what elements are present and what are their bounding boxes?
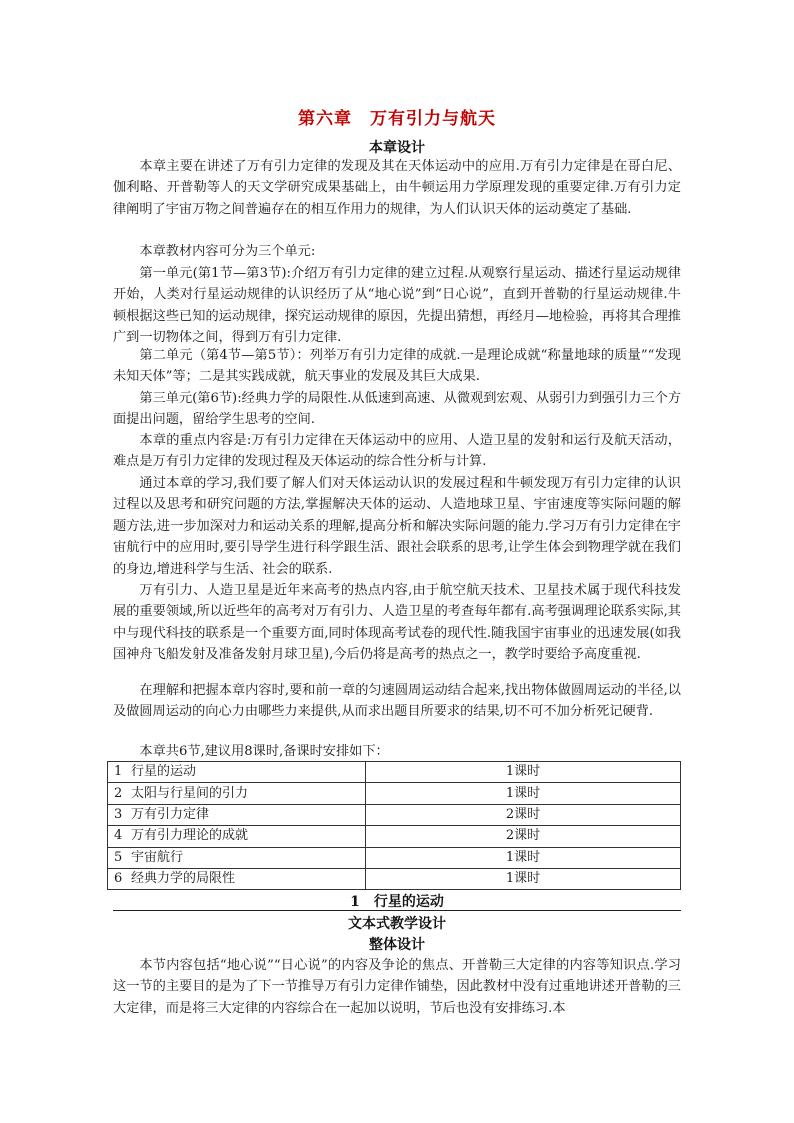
table-row xyxy=(108,804,681,825)
lesson-hours: 1课时 xyxy=(366,868,681,889)
lesson-cell xyxy=(108,783,366,804)
unit-two-paragraph: 第二单元（第4节—第5节）：列举万有引力定律的成就.一是理论成就“称量地球的质量”“发现未知天体”等；二是其实践成就，航天事业的发展及其巨大成果. xyxy=(113,348,681,385)
lesson-number: 4 xyxy=(114,828,123,844)
lesson-cell xyxy=(108,826,366,847)
section-intro-paragraph: 本节内容包括“地心说”“日心说”的内容及争论的焦点、开普勒三大定律的内容等知识点.学习这一节的主要目的是为了下一节推导万有引力定律作铺垫，因此教材中没有过重地讲述开普勒的三大定律，而是将三大定律的内容综合在一起加以说明，节后也没有安排练习.本 xyxy=(113,958,681,1016)
key-points-paragraph: 本章的重点内容是:万有引力定律在天体运动中的应用、人造卫星的发射和运行及航天活动，难点是万有引力定律的发现过程及天体运动的综合性分析与计算. xyxy=(113,433,681,470)
lesson-title: 万有引力定律 xyxy=(131,806,210,822)
section-title: 1 行星的运动 xyxy=(350,894,444,910)
table-row xyxy=(108,868,681,889)
section-divider xyxy=(113,910,681,911)
lesson-number: 3 xyxy=(114,806,123,822)
table-row xyxy=(108,783,681,804)
overall-design-heading: 整体设计 xyxy=(369,937,425,953)
lesson-cell xyxy=(108,762,366,783)
lesson-number: 6 xyxy=(114,871,123,887)
chapter-design-heading: 本章设计 xyxy=(369,140,425,156)
units-intro-paragraph: 本章教材内容可分为三个单元: xyxy=(139,244,316,259)
schedule-intro-paragraph: 本章共6节,建议用8课时,备课时安排如下： xyxy=(139,744,389,759)
lesson-title: 万有引力理论的成就 xyxy=(131,828,249,844)
lesson-title: 行星的运动 xyxy=(131,764,197,780)
lesson-hours: 1课时 xyxy=(366,783,681,804)
study-advice-paragraph: 在理解和把握本章内容时,要和前一章的匀速圆周运动结合起来,找出物体做圆周运动的半径,以及做圆周运动的向心力由哪些力来提供,从而求出题目所要求的结果,切不可不加分析死记硬背. xyxy=(113,683,681,720)
lesson-number: 1 xyxy=(114,764,123,780)
lesson-cell xyxy=(108,804,366,825)
lesson-title: 经典力学的局限性 xyxy=(131,871,236,887)
chapter-title: 第六章 万有引力与航天 xyxy=(298,109,496,129)
intro-paragraph: 本章主要在讲述了万有引力定律的发现及其在天体运动中的应用.万有引力定律是在哥白尼、伽利略、开普勒等人的天文学研究成果基础上，由牛顿运用力学原理发现的重要定律.万有引力定律阐明了宇宙万物之间普遍存在的相互作用力的规律，为人们认识天体的运动奠定了基础. xyxy=(113,159,681,217)
lesson-cell xyxy=(108,847,366,868)
lesson-hours: 2课时 xyxy=(366,804,681,825)
lesson-hours: 1课时 xyxy=(366,847,681,868)
table-row xyxy=(108,826,681,847)
lesson-schedule-table xyxy=(107,761,681,890)
unit-three-paragraph: 第三单元(第6节):经典力学的局限性.从低速到高速、从微观到宏观、从弱引力到强引力三个方面提出问题，留给学生思考的空间. xyxy=(113,391,682,428)
lesson-number: 5 xyxy=(114,849,123,865)
lesson-title: 太阳与行星间的引力 xyxy=(131,785,249,801)
lesson-hours: 2课时 xyxy=(366,826,681,847)
table-row xyxy=(108,762,681,783)
lesson-number: 2 xyxy=(114,785,123,801)
learning-goals-paragraph: 通过本章的学习,我们要了解人们对天体运动认识的发展过程和牛顿发现万有引力定律的认识过程以及思考和研究问题的方法,掌握解决天体的运动、人造地球卫星、宇宙速度等实际问题的解题方法,进一步加深对力和运动关系的理解,提高分析和解决实际问题的能力.学习万有引力定律在宇宙航行中的应用时,要引导学生进行科学跟生活、跟社会联系的思考,让学生体会到物理学就在我们的身边,增进科学与生活、社会的联系. xyxy=(113,476,681,577)
section-subtitle: 文本式教学设计 xyxy=(348,916,446,932)
lesson-cell xyxy=(108,868,366,889)
lesson-hours: 1课时 xyxy=(366,762,681,783)
table-row xyxy=(108,847,681,868)
exam-relevance-paragraph: 万有引力、人造卫星是近年来高考的热点内容,由于航空航天技术、卫星技术属于现代科技发展的重要领域,所以近些年的高考对万有引力、人造卫星的考查每年都有.高考强调理论联系实际,其中与现代科技的联系是一个重要方面,同时体现高考试卷的现代性.随我国宇宙事业的迅速发展(如我国神舟飞船发射及准备发射月球卫星),今后仍将是高考的热点之一，教学时要给予高度重视. xyxy=(113,583,681,663)
unit-one-paragraph: 第一单元(第1节—第3节):介绍万有引力定律的建立过程.从观察行星运动、描述行星运动规律开始，人类对行星运动规律的认识经历了从“地心说”到“日心说”，直到开普勒的行星运动规律.牛顿根据这些已知的运动规律，探究运动规律的原因，先提出猜想，再经月—地检验，再将其合理推广到一切物体之间，得到万有引力定律. xyxy=(113,266,681,346)
lesson-title: 宇宙航行 xyxy=(131,849,184,865)
